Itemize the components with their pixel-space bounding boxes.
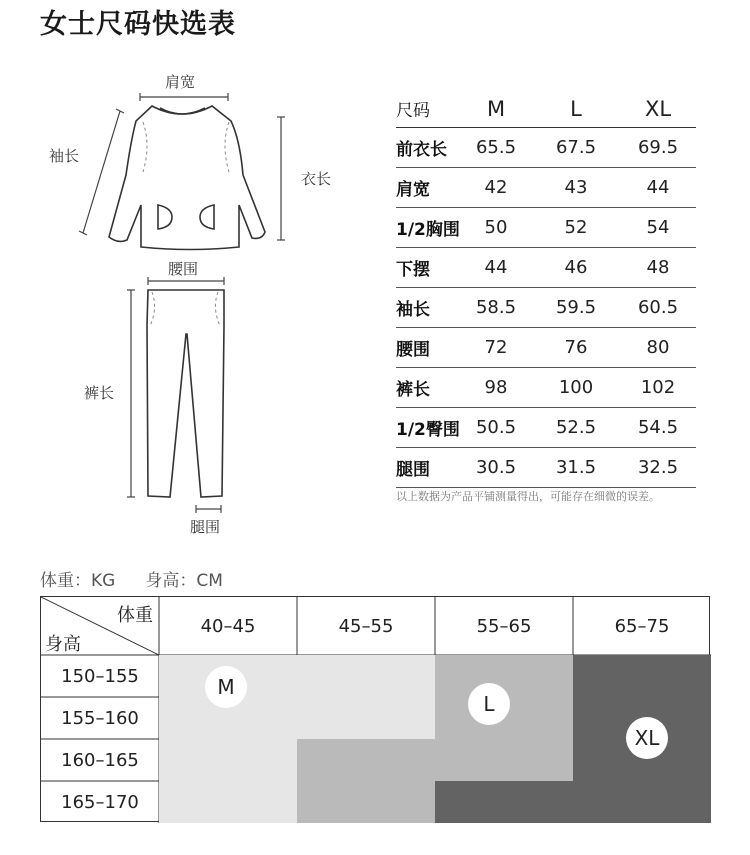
size-row-value: 98 bbox=[484, 377, 508, 398]
size-row-value: 65.5 bbox=[475, 137, 517, 158]
size-row-value: 67.5 bbox=[555, 137, 597, 158]
left-pocket bbox=[158, 205, 172, 229]
right-pocket bbox=[200, 205, 214, 229]
shoulder-label: 肩宽 bbox=[165, 73, 196, 91]
size-badge-m: M bbox=[205, 666, 247, 708]
grid-cell-l bbox=[297, 781, 435, 823]
grid-cell-l bbox=[297, 739, 435, 781]
size-row-value: 31.5 bbox=[555, 457, 597, 478]
pants-outline bbox=[147, 290, 224, 497]
size-row-value: 42 bbox=[484, 177, 508, 198]
size-row-label: 前衣长 bbox=[396, 140, 447, 160]
height-range-header: 155–160 bbox=[61, 707, 139, 729]
thigh-label: 腿围 bbox=[190, 518, 221, 536]
weight-range-header: 45–55 bbox=[338, 615, 394, 637]
height-range-header: 150–155 bbox=[61, 665, 139, 687]
size-row-value: 52.5 bbox=[555, 417, 597, 438]
size-row-value: 30.5 bbox=[475, 457, 517, 478]
size-table-header bbox=[396, 90, 696, 128]
size-row-label: 肩宽 bbox=[396, 180, 430, 200]
length-label: 衣长 bbox=[301, 170, 332, 188]
size-row-value: 54 bbox=[646, 217, 670, 238]
size-row-value: 69.5 bbox=[637, 137, 679, 158]
size-table-row bbox=[396, 448, 696, 488]
size-row-value: 46 bbox=[564, 257, 588, 278]
grid-cell-m bbox=[159, 739, 297, 781]
size-row-value: 100 bbox=[558, 377, 594, 398]
size-header-xl: XL bbox=[644, 96, 672, 121]
size-table-row bbox=[396, 168, 696, 208]
neckline bbox=[160, 108, 205, 114]
weight-range-header: 40–45 bbox=[200, 615, 256, 637]
armhole-left bbox=[143, 122, 147, 172]
size-header-l: L bbox=[570, 96, 582, 121]
size-table-row bbox=[396, 328, 696, 368]
size-row-label: 腿围 bbox=[396, 460, 430, 480]
size-row-label: 袖长 bbox=[396, 300, 430, 320]
waist-label: 腰围 bbox=[168, 260, 199, 278]
sleeve-label: 袖长 bbox=[49, 147, 80, 165]
height-unit: 身高：CM bbox=[145, 571, 223, 591]
size-row-value: 80 bbox=[646, 337, 670, 358]
size-row-value: 60.5 bbox=[637, 297, 679, 318]
grid-cell-l bbox=[435, 739, 573, 781]
measurement-note: 以上数据为产品平铺测量得出，可能存在细微的误差。 bbox=[396, 490, 660, 503]
garment-diagram bbox=[0, 60, 380, 540]
size-table-row bbox=[396, 128, 696, 168]
page-title: 女士尺码快选表 bbox=[40, 9, 236, 40]
size-row-value: 59.5 bbox=[555, 297, 597, 318]
grid-cell-m bbox=[297, 655, 435, 697]
weight-range-header: 55–65 bbox=[476, 615, 532, 637]
size-row-value: 58.5 bbox=[475, 297, 517, 318]
size-row-label: 腰围 bbox=[396, 340, 430, 360]
height-range-header: 165–170 bbox=[61, 791, 139, 813]
size-row-label: 下摆 bbox=[396, 260, 430, 280]
size-row-label: 1/2臀围 bbox=[396, 420, 460, 440]
pants-length-label: 裤长 bbox=[84, 384, 115, 402]
grid-cell-xl bbox=[573, 655, 711, 697]
height-range-header: 160–165 bbox=[61, 749, 139, 771]
weight-range-header: 65–75 bbox=[614, 615, 670, 637]
size-row-value: 72 bbox=[484, 337, 508, 358]
top-outline bbox=[109, 106, 265, 250]
size-header-label: 尺码 bbox=[396, 101, 430, 121]
size-row-label: 1/2胸围 bbox=[396, 220, 460, 240]
size-row-value: 32.5 bbox=[637, 457, 679, 478]
size-header-m: M bbox=[486, 96, 506, 121]
grid-cell-xl bbox=[573, 781, 711, 823]
size-table-row bbox=[396, 368, 696, 408]
pants-pocket-left bbox=[150, 292, 155, 326]
size-row-value: 44 bbox=[484, 257, 508, 278]
pants-pocket-right bbox=[215, 292, 220, 326]
size-row-value: 54.5 bbox=[637, 417, 679, 438]
grid-cell-xl bbox=[435, 781, 573, 823]
fit-grid bbox=[40, 596, 710, 822]
size-badge-xl: XL bbox=[626, 717, 668, 759]
size-row-value: 44 bbox=[646, 177, 670, 198]
size-table-row bbox=[396, 408, 696, 448]
corner-weight-label: 体重 bbox=[117, 605, 153, 626]
size-row-value: 102 bbox=[640, 377, 676, 398]
units-line bbox=[40, 566, 223, 591]
weight-unit: 体重：KG bbox=[40, 571, 116, 591]
size-table-row bbox=[396, 208, 696, 248]
size-table-row bbox=[396, 288, 696, 328]
size-row-value: 48 bbox=[646, 257, 670, 278]
size-badge-l: L bbox=[468, 683, 510, 725]
size-table bbox=[396, 90, 696, 488]
grid-cell-m bbox=[159, 781, 297, 823]
size-row-value: 52 bbox=[564, 217, 588, 238]
armhole-right bbox=[225, 122, 229, 172]
size-row-value: 50.5 bbox=[475, 417, 517, 438]
size-table-row bbox=[396, 248, 696, 288]
size-row-value: 50 bbox=[484, 217, 508, 238]
size-row-value: 43 bbox=[564, 177, 588, 198]
size-row-value: 76 bbox=[564, 337, 588, 358]
corner-height-label: 身高 bbox=[45, 634, 81, 655]
size-row-label: 裤长 bbox=[396, 380, 430, 400]
grid-cell-m bbox=[297, 697, 435, 739]
